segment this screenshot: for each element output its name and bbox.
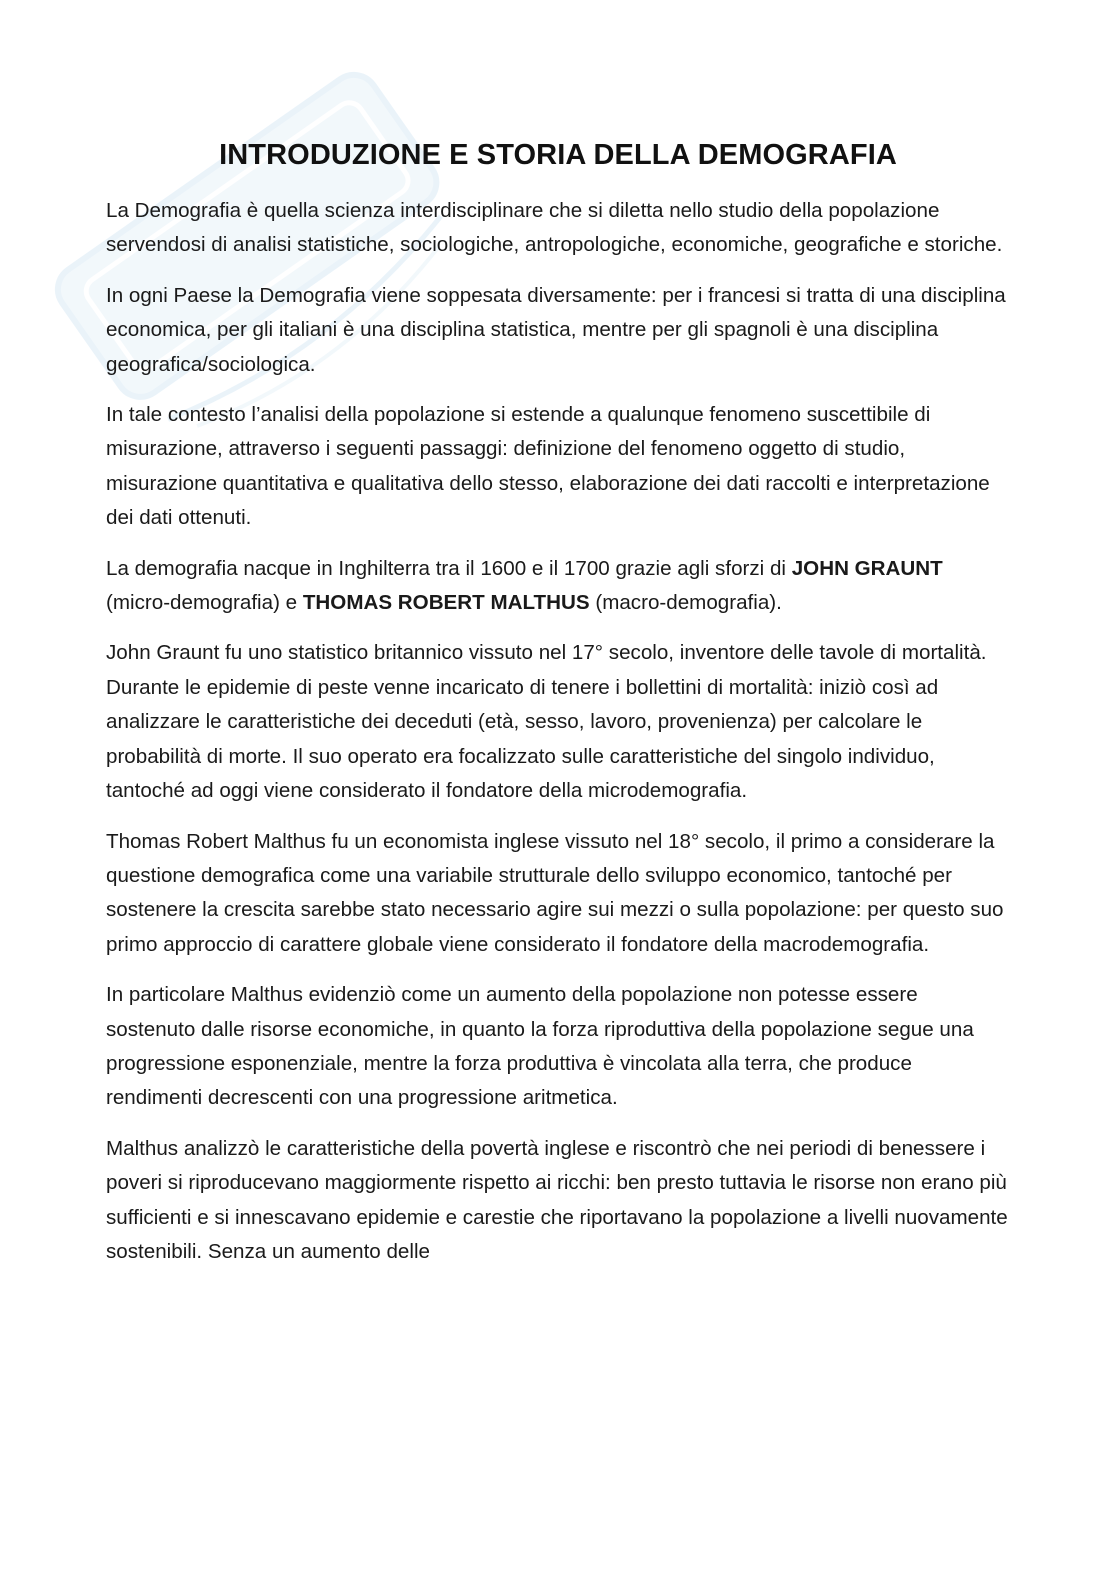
origins-text-1: La demografia nacque in Inghilterra tra il 1600 e il 1700 grazie agli sforzi di	[106, 556, 792, 580]
paragraph-malthus-poverty: Malthus analizzò le caratteristiche della povertà inglese e riscontrò che nei periodi di benessere i poveri si riproducevano maggiormente rispetto ai ricchi: ben presto tuttavia le risorse non erano più sufficienti e si innescavano epidemie e carestie che riportavano la popolazione a livelli nuovamente sostenibili. Senza un aumento delle	[106, 1136, 1008, 1263]
paragraph-malthus: Thomas Robert Malthus fu un economista inglese vissuto nel 18° secolo, il primo a considerare la questione demografica come una variabile strutturale dello sviluppo economico, tantoché per sostenere la crescita sarebbe stato necessario agire sui mezzi o sulla popolazione: per questo suo primo approccio di carattere globale viene considerato il fondatore della macrodemografia.	[106, 829, 1004, 956]
paragraph-context: In tale contesto l’analisi della popolazione si estende a qualunque fenomeno suscettibile di misurazione, attraverso i seguenti passaggi: definizione del fenomeno oggetto di studio, misurazione quantitativa e qualitativa dello stesso, elaborazione dei dati raccolti e interpretazione dei dati ottenuti.	[106, 403, 990, 530]
paragraph-graunt: John Graunt fu uno statistico britannico vissuto nel 17° secolo, inventore delle tavole di mortalità. Durante le epidemie di peste venne incaricato di tenere i bollettini di mortalità: iniziò così ad analizzare le caratteristiche dei deceduti (età, sesso, lavoro, provenienza) per calcolare le probabilità di morte. Il suo operato era focalizzato sulle caratteristiche del singolo individuo, tantoché ad oggi viene considerato il fondatore della microdemografia.	[106, 641, 987, 803]
name-john-graunt: JOHN GRAUNT	[791, 556, 943, 580]
paragraph-origins	[106, 552, 1010, 621]
paragraph-malthus-theory: In particolare Malthus evidenziò come un aumento della popolazione non potesse essere sostenuto dalle risorse economiche, in quanto la forza riproduttiva della popolazione segue una progressione esponenziale, mentre la forza produttiva è vincolata alla terra, che produce rendimenti decrescenti con una progressione aritmetica.	[106, 983, 974, 1110]
origins-text-2: (micro-demografia) e	[106, 591, 303, 615]
origins-text-3: (macro-demografia).	[589, 591, 782, 615]
document-title: INTRODUZIONE E STORIA DELLA DEMOGRAFIA	[219, 139, 897, 171]
document-body	[106, 132, 1010, 1285]
name-thomas-robert-malthus: THOMAS ROBERT MALTHUS	[302, 591, 590, 615]
paragraph-definition: La Demografia è quella scienza interdisciplinare che si diletta nello studio della popolazione servendosi di analisi statistiche, sociologiche, antropologiche, economiche, geografiche e storiche.	[106, 199, 1003, 257]
paragraph-countries: In ogni Paese la Demografia viene soppesata diversamente: per i francesi si tratta di una disciplina economica, per gli italiani è una disciplina statistica, mentre per gli spagnoli è una disciplina geografica/sociologica.	[106, 283, 1006, 376]
